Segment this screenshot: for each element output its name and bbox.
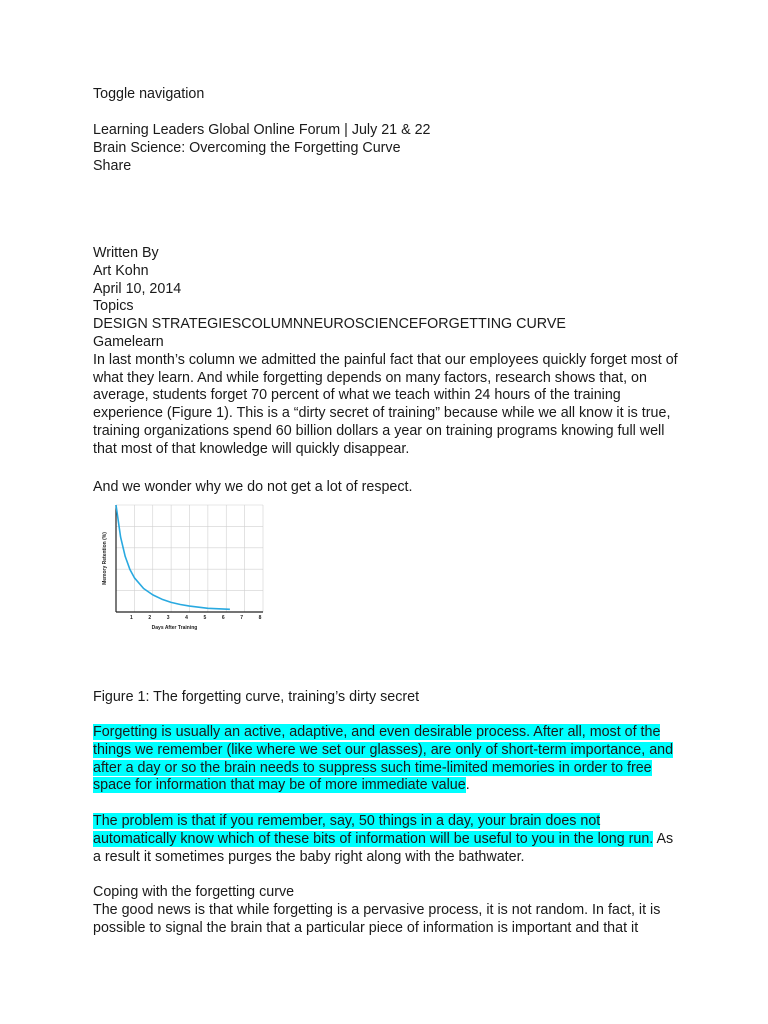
x-tick-labels <box>130 615 262 621</box>
x-tick-label: 5 <box>203 615 207 621</box>
forum-banner-link[interactable]: Learning Leaders Global Online Forum | July 21 & 22 <box>93 122 431 138</box>
x-tick-label: 2 <box>148 615 152 621</box>
paragraph-good-news <box>93 902 733 938</box>
x-tick-label: 4 <box>185 615 188 621</box>
x-tick-label: 6 <box>221 615 225 621</box>
paragraph-line: a result it sometimes purges the baby right along with the bathwater. <box>93 848 525 865</box>
paragraph-period: . <box>465 777 470 794</box>
section-heading <box>93 884 733 902</box>
author-link[interactable]: Art Kohn <box>93 262 149 279</box>
sponsor-link[interactable]: Gamelearn <box>93 333 164 350</box>
chart-grid <box>116 505 263 612</box>
paragraph-line: that most of that knowledge will quickly disappear. <box>93 440 410 457</box>
highlighted-text: space for information that may be of more immediate value <box>93 777 466 794</box>
x-tick-label: 3 <box>166 615 170 621</box>
toggle-navigation-link[interactable]: Toggle navigation <box>93 86 205 102</box>
forgetting-curve-chart <box>93 499 273 634</box>
highlighted-text: things we remember (like where we set our glasses), are only of short-term importance, and <box>93 741 674 758</box>
paragraph-line: And we wonder why we do not get a lot of respect. <box>93 479 413 495</box>
publish-date: April 10, 2014 <box>93 280 182 297</box>
paragraph-forgetting <box>93 724 733 795</box>
paragraph-text: As <box>653 830 674 847</box>
y-axis-label: Memory Retention (%) <box>102 532 108 585</box>
series-line <box>116 505 230 609</box>
navbar <box>93 86 733 104</box>
paragraph-respect <box>93 479 733 497</box>
topics-label: Topics <box>93 298 134 315</box>
x-axis-label: Days After Training <box>151 625 198 631</box>
share-link[interactable]: Share <box>93 157 132 174</box>
paragraph-problem <box>93 813 733 866</box>
paragraph-line: In last month’s column we admitted the painful fact that our employees quickly forget most of <box>93 351 678 368</box>
highlighted-text: The problem is that if you remember, say, 50 things in a day, your brain does not <box>93 813 601 829</box>
figure-caption <box>93 689 733 707</box>
paragraph-line: average, students forget 70 percent of what we teach within 24 hours of the training <box>93 387 621 404</box>
highlighted-text: automatically know which of these bits of information will be useful to you in the long run. <box>93 830 654 847</box>
x-tick-label: 8 <box>258 615 262 621</box>
article-header <box>93 122 733 175</box>
article-meta <box>93 245 733 459</box>
caption-text: Figure 1: The forgetting curve, training’s dirty secret <box>93 689 420 705</box>
paragraph-line: what they learn. And while forgetting depends on many factors, research shows that, on <box>93 369 647 386</box>
paragraph-line: possible to signal the brain that a particular piece of information is important and that it <box>93 919 639 936</box>
paragraph-intro <box>93 352 733 459</box>
x-tick-label: 7 <box>240 615 244 621</box>
paragraph-line: experience (Figure 1). This is a “dirty secret of training” because while we all know it is true, <box>93 405 671 422</box>
paragraph-line: The good news is that while forgetting is a pervasive process, it is not random. In fact, it is <box>93 902 661 918</box>
highlighted-text: after a day or so the brain needs to suppress such time-limited memories in order to free <box>93 759 652 776</box>
paragraph-line: training organizations spend 60 billion dollars a year on training programs knowing full well <box>93 422 665 439</box>
highlighted-text: Forgetting is usually an active, adaptive, and even desirable process. After all, most of the <box>93 724 661 740</box>
x-tick-label: 1 <box>129 615 133 621</box>
written-by-label: Written By <box>93 245 159 261</box>
page-title: Brain Science: Overcoming the Forgetting Curve <box>93 139 401 156</box>
section-heading-text: Coping with the forgetting curve <box>93 884 295 900</box>
topics-tags[interactable]: DESIGN STRATEGIESCOLUMNNEUROSCIENCEFORGETTING CURVE <box>93 316 566 333</box>
